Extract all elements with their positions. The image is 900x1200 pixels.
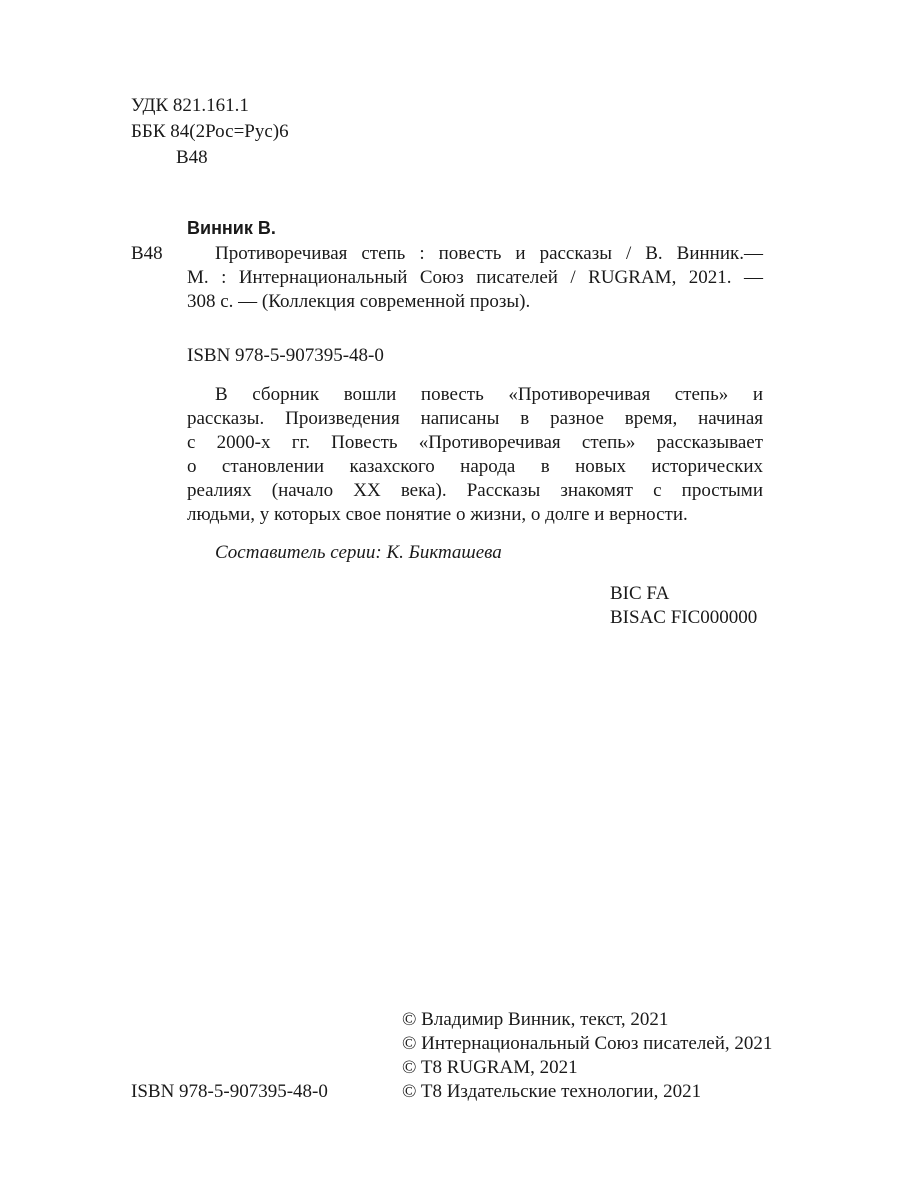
annotation-line: о становлении казахского народа в новых исторических [187, 456, 763, 477]
annotation-line: рассказы. Произведения написаны в разное время, начиная [187, 408, 763, 429]
bibliographic-description [187, 242, 763, 314]
bisac-code: BISAC FIC000000 [610, 607, 758, 628]
udk-code: УДК 821.161.1 [131, 95, 249, 116]
bib-line: Противоречивая степь : повесть и рассказы / В. Винник.— [215, 243, 763, 264]
author-mark-left: В48 [131, 243, 163, 264]
copyright-notices [402, 1008, 772, 1104]
author-heading: Винник В. [187, 218, 276, 238]
copyright-line: © Интернациональный Союз писателей, 2021 [402, 1033, 773, 1054]
bic-code: BIC FA [610, 583, 670, 604]
copyright-line: © T8 RUGRAM, 2021 [402, 1057, 578, 1078]
annotation-line: людьми, у которых свое понятие о жизни, о долге и верности. [187, 504, 688, 525]
bib-line: М. : Интернациональный Союз писателей / RUGRAM, 2021. — [187, 267, 763, 288]
annotation-line: с 2000-х гг. Повесть «Противоречивая степь» рассказывает [187, 432, 763, 453]
annotation [187, 383, 763, 527]
series-compiler: Составитель серии: К. Бикташева [215, 542, 502, 563]
copyright-line: © Владимир Винник, текст, 2021 [402, 1009, 669, 1030]
bbk-code: ББК 84(2Рос=Рус)6 [131, 121, 289, 142]
isbn-entry: ISBN 978-5-907395-48-0 [187, 345, 384, 366]
footer-isbn: ISBN 978-5-907395-48-0 [131, 1081, 328, 1102]
annotation-line: реалиях (начало XX века). Рассказы знакомят с простыми [187, 480, 763, 501]
copyright-line: © T8 Издательские технологии, 2021 [402, 1081, 702, 1102]
subject-codes [610, 582, 757, 630]
author-mark-code: В48 [176, 147, 208, 168]
bib-line: 308 с. — (Коллекция современной прозы). [187, 291, 531, 312]
annotation-line: В сборник вошли повесть «Противоречивая степь» и [215, 384, 763, 405]
